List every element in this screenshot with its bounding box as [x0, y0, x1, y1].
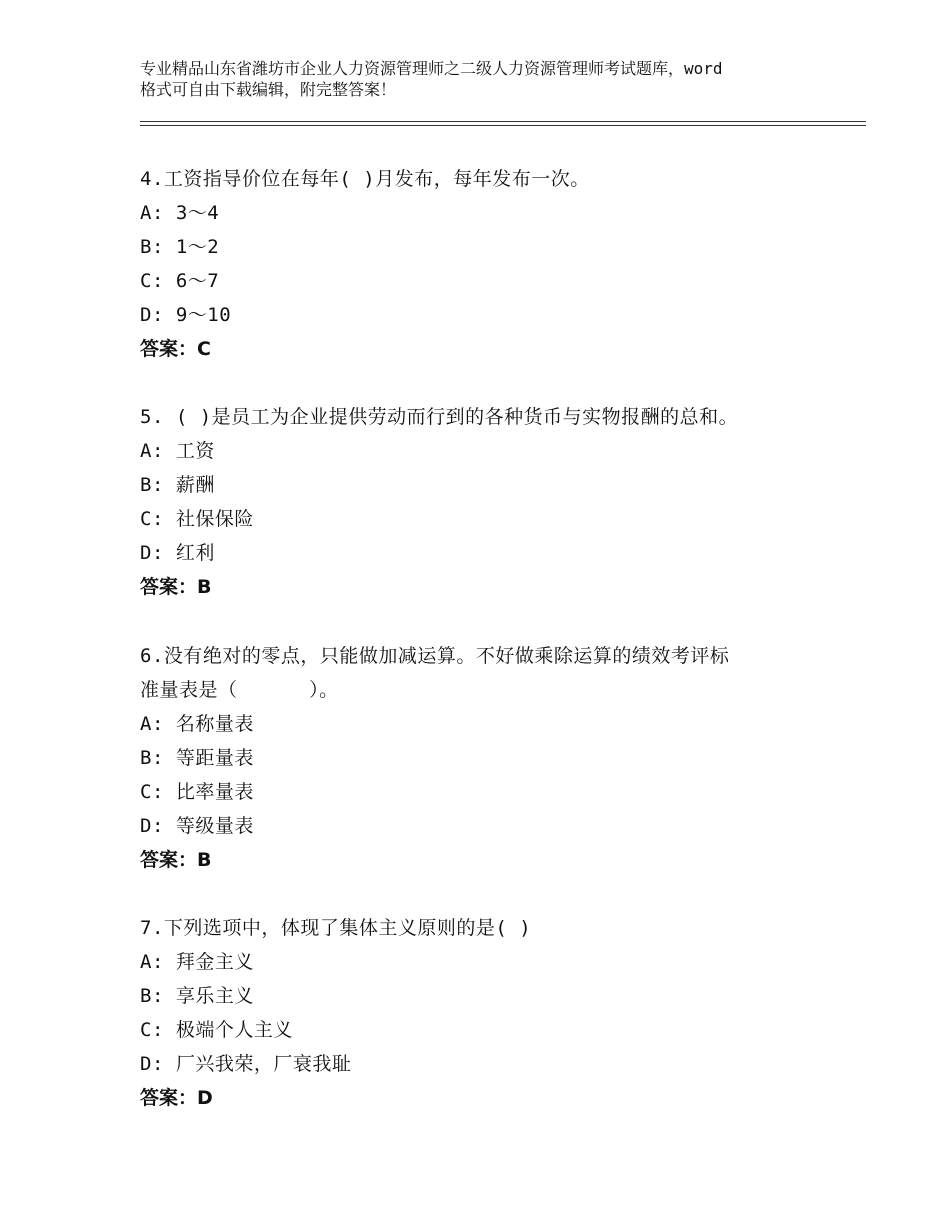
- header-divider: [140, 121, 866, 126]
- option-a: A: 名称量表: [140, 713, 254, 735]
- question-text-continued: 准量表是（ ）。: [140, 679, 339, 701]
- answer: 答案：C: [140, 338, 211, 360]
- question-4: [140, 162, 840, 366]
- option-c: C: 6～7: [140, 270, 220, 292]
- question-text: 7.下列选项中，体现了集体主义原则的是( ): [140, 917, 532, 939]
- option-b: B: 享乐主义: [140, 985, 254, 1007]
- answer: 答案：B: [140, 849, 212, 871]
- option-c: C: 比率量表: [140, 781, 254, 803]
- option-d: D: 红利: [140, 542, 215, 564]
- option-c: C: 社保保险: [140, 508, 254, 530]
- option-d: D: 9～10: [140, 304, 232, 326]
- option-d: D: 厂兴我荣，厂衰我耻: [140, 1053, 352, 1075]
- answer: 答案：D: [140, 1087, 213, 1109]
- question-7: [140, 911, 840, 1115]
- header-line-1: 专业精品山东省潍坊市企业人力资源管理师之二级人力资源管理师考试题库，word: [140, 59, 723, 78]
- document-header: [140, 58, 840, 100]
- option-a: A: 3～4: [140, 202, 220, 224]
- question-text: 4.工资指导价位在每年( )月发布，每年发布一次。: [140, 168, 590, 190]
- option-b: B: 薪酬: [140, 474, 215, 496]
- question-text: 5. ( )是员工为企业提供劳动而行到的各种货币与实物报酬的总和。: [140, 406, 739, 428]
- option-a: A: 工资: [140, 440, 215, 462]
- answer: 答案：B: [140, 576, 212, 598]
- header-line-2: 格式可自由下载编辑，附完整答案！: [140, 80, 397, 99]
- option-a: A: 拜金主义: [140, 951, 254, 973]
- question-5: [140, 400, 840, 604]
- option-c: C: 极端个人主义: [140, 1019, 293, 1041]
- option-d: D: 等级量表: [140, 815, 254, 837]
- question-text: 6.没有绝对的零点，只能做加减运算。不好做乘除运算的绩效考评标: [140, 645, 730, 667]
- question-6: [140, 639, 840, 877]
- option-b: B: 等距量表: [140, 747, 254, 769]
- option-b: B: 1～2: [140, 236, 220, 258]
